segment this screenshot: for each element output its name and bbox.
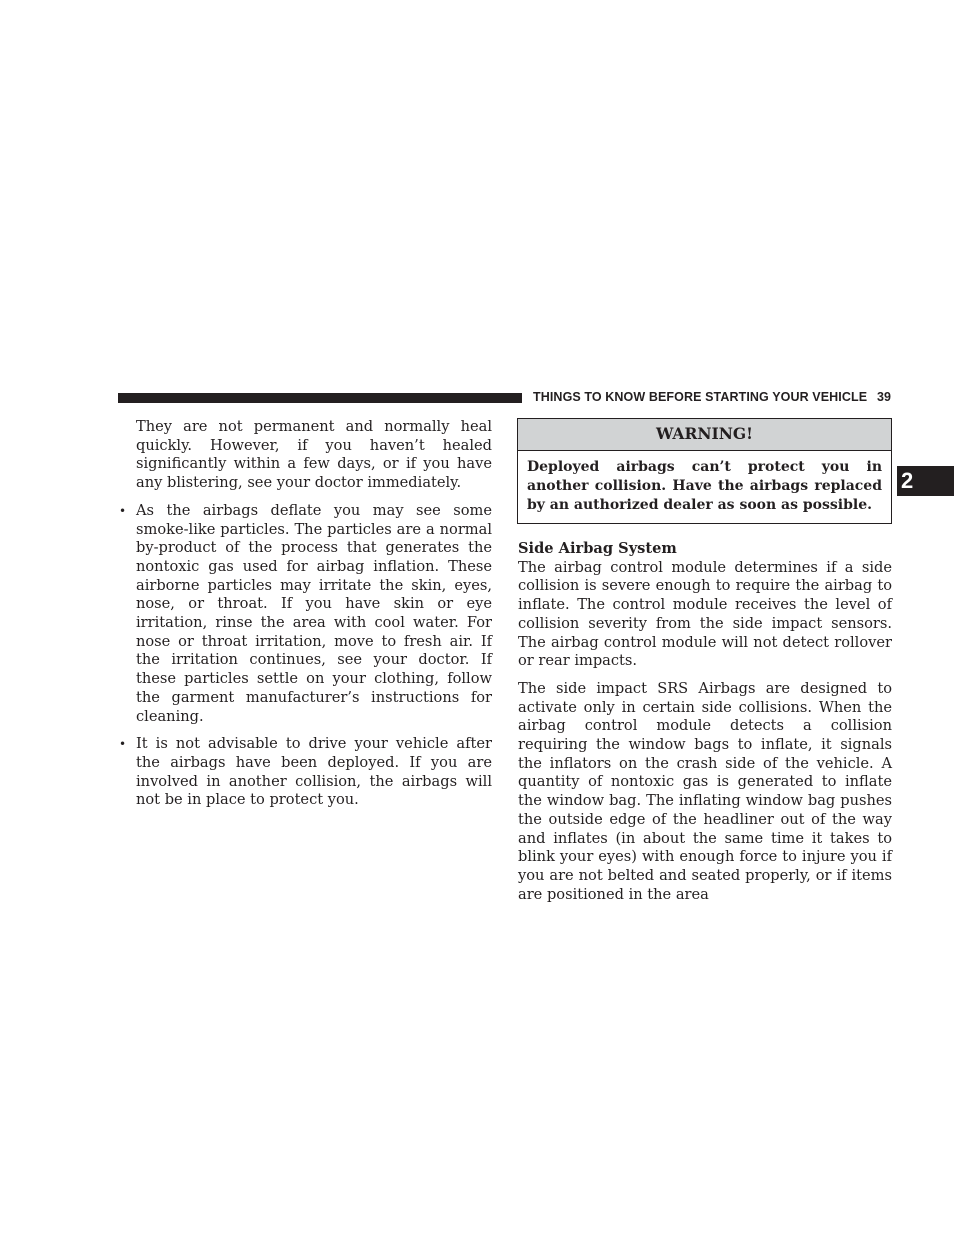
left-column bbox=[119, 418, 492, 819]
body-paragraph: The airbag control module determines if a side collision is severe enough to require the airbag to inflate. The control module receives the level of collision severity from the side impact sensors. The airbag control module will not detect rollover or rear impacts. bbox=[518, 558, 892, 670]
warning-heading: WARNING! bbox=[518, 419, 891, 451]
bullet-list bbox=[119, 501, 492, 810]
list-item bbox=[119, 735, 492, 810]
bullet-text: It is not advisable to drive your vehicle after the airbags have been deployed. If you are involved in another collision, the airbags will not be in place to protect you. bbox=[136, 735, 492, 809]
chapter-tab: 2 bbox=[897, 466, 954, 496]
warning-box bbox=[517, 418, 892, 524]
header-rule-bar bbox=[118, 393, 522, 403]
running-header-title: THINGS TO KNOW BEFORE STARTING YOUR VEHICLE bbox=[533, 390, 868, 404]
bullet-icon: • bbox=[119, 503, 127, 518]
body-paragraph: The side impact SRS Airbags are designed to activate only in certain side collisions. When the airbag control module detects a collision requiring the window bags to inflate, it signals the inflators on the crash side of the vehicle. A quantity of nontoxic gas is generated to inflate the window bag. The inflating window bag pushes the outside edge of the headliner out of the way and inflates (in about the same time it takes to blink your eyes) with enough force to injure you if you are not belted and seated properly, or if items are positioned in the area bbox=[518, 679, 892, 903]
list-item bbox=[119, 501, 492, 726]
bullet-text: As the airbags deflate you may see some smoke-like particles. The particles are a normal by-product of the process that generates the nontoxic gas used for airbag inflation. These airborne particles may irritate the skin, eyes, nose, or throat. If you have skin or eye irritation, rinse the area with cool water. For nose or throat irritation, move to fresh air. If the irritation continues, see your doctor. If these particles settle on your clothing, follow the garment manufacturer’s instructions for cleaning. bbox=[136, 501, 492, 725]
warning-text: Deployed airbags can’t protect you in another collision. Have the airbags replaced by an authorized dealer as soon as possible. bbox=[527, 459, 882, 513]
section-heading: Side Airbag System bbox=[518, 540, 677, 557]
right-column bbox=[518, 540, 892, 913]
bullet-icon: • bbox=[119, 737, 127, 752]
intro-paragraph: They are not permanent and normally heal quickly. However, if you haven’t healed significantly within a few days, or if you have any blistering, see your doctor immediately. bbox=[136, 418, 492, 492]
page-number: 39 bbox=[877, 390, 891, 404]
